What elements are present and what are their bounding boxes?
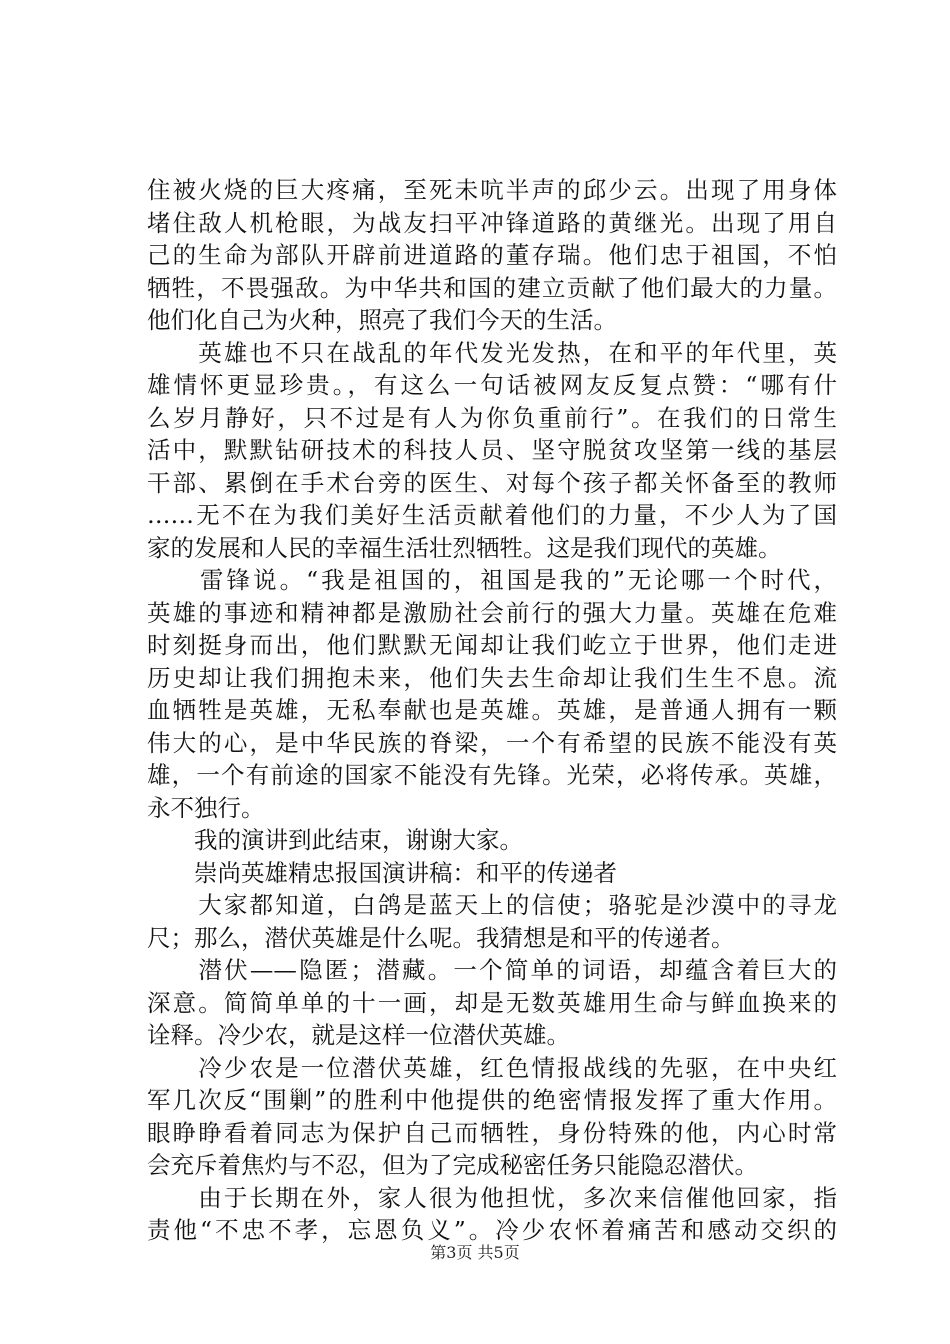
text-line: 雷锋说。“我是祖国的，祖国是我的”无论哪一个时代， — [147, 566, 837, 594]
text-line: 英雄也不只在战乱的年代发光发热，在和平的年代里，英 — [147, 338, 837, 367]
text-line: 军几次反“围剿”的胜利中他提供的绝密情报发挥了重大作用。 — [147, 1086, 837, 1114]
text-line: 血牺牲是英雄，无私奉献也是英雄。英雄，是普通人拥有一颗 — [147, 696, 837, 724]
text-line: 己的生命为部队开辟前进道路的董存瑞。他们忠于祖国，不怕 — [147, 241, 837, 269]
document-body — [147, 174, 837, 1247]
text-line: 伟大的心，是中华民族的脊梁，一个有希望的民族不能没有英 — [147, 728, 837, 757]
text-line: 大家都知道，白鸽是蓝天上的信使；骆驼是沙漠中的寻龙 — [147, 891, 837, 919]
text-line: 诠释。冷少农，就是这样一位潜伏英雄。 — [147, 1021, 570, 1049]
text-line: 潜伏——隐匿；潜藏。一个简单的词语，却蕴含着巨大的 — [147, 956, 837, 984]
text-line: 会充斥着焦灼与不忍，但为了完成秘密任务只能隐忍潜伏。 — [147, 1151, 758, 1179]
text-line: 雄，一个有前途的国家不能没有先锋。光荣，必将传承。英雄， — [147, 761, 837, 789]
text-line: 我的演讲到此结束，谢谢大家。 — [147, 826, 523, 854]
text-line: 时刻挺身而出，他们默默无闻却让我们屹立于世界，他们走进 — [147, 631, 837, 659]
text-line: 永不独行。 — [147, 793, 265, 822]
text-line: 眼睁睁看着同志为保护自己而牺牲，身份特殊的他，内心时常 — [147, 1118, 837, 1147]
text-line: 英雄的事迹和精神都是激励社会前行的强大力量。英雄在危难 — [147, 598, 837, 627]
text-line: ……无不在为我们美好生活贡献着他们的力量，不少人为了国 — [147, 501, 837, 529]
text-line: 牺牲，不畏强敌。为中华共和国的建立贡献了他们最大的力量。 — [147, 273, 837, 302]
text-line: 干部、累倒在手术台旁的医生、对每个孩子都关怀备至的教师 — [147, 468, 837, 497]
text-line: 堵住敌人机枪眼，为战友扫平冲锋道路的黄继光。出现了用自 — [147, 208, 837, 237]
text-line: 崇尚英雄精忠报国演讲稿：和平的传递者 — [147, 858, 617, 887]
text-line: 他们化自己为火种，照亮了我们今天的生活。 — [147, 306, 617, 334]
text-line: 尺；那么，潜伏英雄是什么呢。我猜想是和平的传递者。 — [147, 923, 735, 952]
text-line: 么岁月静好，只不过是有人为你负重前行”。在我们的日常生 — [147, 403, 837, 432]
text-line: 深意。简简单单的十一画，却是无数英雄用生命与鲜血换来的 — [147, 988, 837, 1017]
text-line: 责他“不忠不孝，忘恩负义”。冷少农怀着痛苦和感动交织的 — [147, 1216, 837, 1244]
text-line: 历史却让我们拥抱未来，他们失去生命却让我们生生不息。流 — [147, 663, 837, 692]
page-footer — [0, 1243, 950, 1263]
text-line: 冷少农是一位潜伏英雄，红色情报战线的先驱，在中央红 — [147, 1053, 837, 1082]
text-line: 活中，默默钻研技术的科技人员、坚守脱贫攻坚第一线的基层 — [147, 436, 837, 464]
text-line: 家的发展和人民的幸福生活壮烈牺牲。这是我们现代的英雄。 — [147, 533, 782, 562]
page-number: 第3页 共5页 — [430, 1243, 520, 1262]
text-line: 住被火烧的巨大疼痛，至死未吭半声的邱少云。出现了用身体 — [147, 176, 837, 204]
text-line: 由于长期在外，家人很为他担忧，多次来信催他回家，指 — [147, 1183, 837, 1212]
text-line: 雄情怀更显珍贵。，有这么一句话被网友反复点赞：“哪有什 — [147, 371, 837, 399]
